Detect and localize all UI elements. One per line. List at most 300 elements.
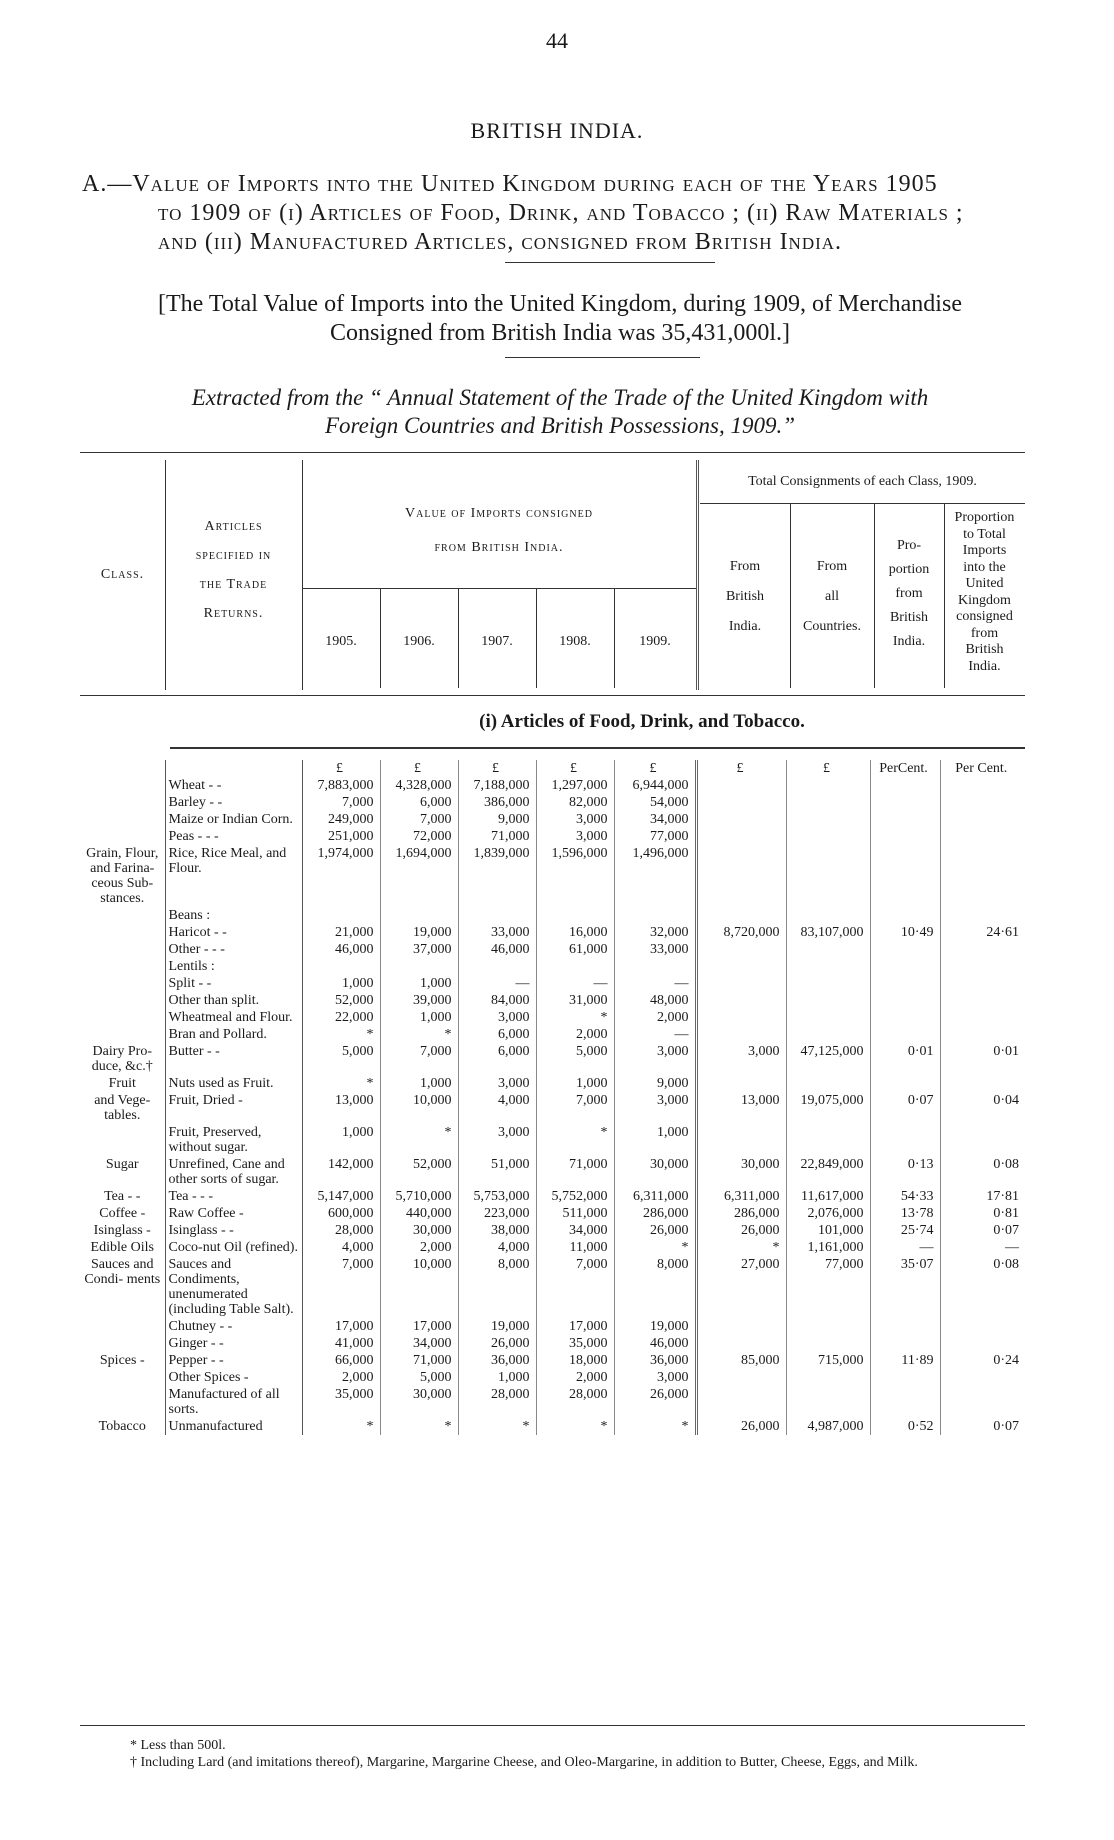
total-from-all-countries xyxy=(786,958,870,975)
value-1908: 18,000 xyxy=(536,1352,614,1369)
article-cell: Other than split. xyxy=(165,992,302,1009)
class-cell: Isinglass - xyxy=(93,1223,151,1238)
class-cell: Tobacco xyxy=(98,1419,146,1434)
col-divider xyxy=(696,460,699,690)
article-cell: Unrefined, Cane and other sorts of sugar. xyxy=(165,1156,302,1188)
proportion-from-british-india: 13·78 xyxy=(870,1205,940,1222)
proportion-from-british-india: 0·01 xyxy=(870,1043,940,1075)
value-1908: 71,000 xyxy=(536,1156,614,1188)
page-number: 44 xyxy=(546,28,568,53)
value-1906: * xyxy=(380,1026,458,1043)
total-from-all-countries: 47,125,000 xyxy=(786,1043,870,1075)
value-1908: 5,752,000 xyxy=(536,1188,614,1205)
table-row xyxy=(80,1075,1025,1092)
value-1906: 39,000 xyxy=(380,992,458,1009)
value-1906: 10,000 xyxy=(380,1092,458,1124)
class-cell xyxy=(80,777,165,794)
total-from-british-india xyxy=(696,1318,786,1335)
header-total-consignments: Total Consignments of each Class, 1909. xyxy=(748,474,977,489)
value-1908: 2,000 xyxy=(536,1026,614,1043)
article-cell: Manufactured of all sorts. xyxy=(165,1386,302,1418)
proportion-from-british-india xyxy=(870,992,940,1009)
value-1907: 26,000 xyxy=(458,1335,536,1352)
unit-label: PerCent. xyxy=(870,760,940,777)
article-cell: Peas - - - xyxy=(165,828,302,845)
table-row xyxy=(80,1092,1025,1124)
total-from-british-india xyxy=(696,1009,786,1026)
total-from-british-india xyxy=(696,941,786,958)
value-1908: 31,000 xyxy=(536,992,614,1009)
table-row xyxy=(80,958,1025,975)
proportion-to-total-imports xyxy=(940,1026,1025,1043)
value-1905: * xyxy=(302,1075,380,1092)
value-1907: 223,000 xyxy=(458,1205,536,1222)
total-from-all-countries xyxy=(786,992,870,1009)
proportion-to-total-imports xyxy=(940,794,1025,811)
proportion-to-total-imports xyxy=(940,992,1025,1009)
table-row xyxy=(80,1318,1025,1335)
value-1905: 251,000 xyxy=(302,828,380,845)
article-cell: Other - - - xyxy=(165,941,302,958)
value-1907: 38,000 xyxy=(458,1222,536,1239)
value-1909: 286,000 xyxy=(614,1205,696,1222)
value-1905: 2,000 xyxy=(302,1369,380,1386)
article-cell: Chutney - - xyxy=(165,1318,302,1335)
proportion-to-total-imports: 17·81 xyxy=(986,1189,1019,1204)
value-1906: 1,000 xyxy=(380,1075,458,1092)
proportion-to-total-imports xyxy=(940,1369,1025,1386)
table-row xyxy=(80,1369,1025,1386)
value-1905: 600,000 xyxy=(302,1205,380,1222)
divider xyxy=(505,262,715,263)
value-1907: 4,000 xyxy=(458,1239,536,1256)
total-from-all-countries xyxy=(786,845,870,907)
value-1905: 1,000 xyxy=(302,975,380,992)
total-line-2: Consigned from British India was 35,431,000l.] xyxy=(330,320,790,346)
value-1908: 2,000 xyxy=(536,1369,614,1386)
value-1907: 8,000 xyxy=(458,1256,536,1318)
value-1905: 17,000 xyxy=(302,1318,380,1335)
table-row xyxy=(80,1256,1025,1318)
class-cell xyxy=(80,1009,165,1026)
value-1907: 3,000 xyxy=(458,1124,536,1156)
class-cell xyxy=(80,811,165,828)
total-from-british-india: 26,000 xyxy=(696,1222,786,1239)
value-1905: 66,000 xyxy=(302,1352,380,1369)
footnote-less-than: * Less than 500l. xyxy=(130,1738,226,1753)
value-1905: 13,000 xyxy=(302,1092,380,1124)
article-cell: Coco-nut Oil (refined). xyxy=(165,1239,302,1256)
value-1905: 21,000 xyxy=(302,924,380,941)
total-from-all-countries: 715,000 xyxy=(786,1352,870,1369)
value-1909: 9,000 xyxy=(614,1075,696,1092)
total-from-all-countries: 22,849,000 xyxy=(786,1156,870,1188)
footnotes xyxy=(100,1737,1030,1771)
total-from-british-india xyxy=(696,794,786,811)
value-1909 xyxy=(614,958,696,975)
proportion-to-total-imports: 24·61 xyxy=(986,925,1019,940)
value-1909: 6,311,000 xyxy=(614,1188,696,1205)
value-1906: * xyxy=(380,1124,458,1156)
total-from-british-india: 13,000 xyxy=(696,1092,786,1124)
value-1908: 11,000 xyxy=(536,1239,614,1256)
totals-rule xyxy=(700,503,1025,504)
value-1908: * xyxy=(536,1124,614,1156)
value-1906: 7,000 xyxy=(380,811,458,828)
total-from-all-countries xyxy=(786,794,870,811)
value-1908: * xyxy=(536,1009,614,1026)
value-1908: 1,297,000 xyxy=(536,777,614,794)
value-1909: 33,000 xyxy=(614,941,696,958)
value-1905: 142,000 xyxy=(302,1156,380,1188)
article-cell: Unmanufactured xyxy=(165,1418,302,1435)
proportion-to-total-imports xyxy=(940,1335,1025,1352)
value-1908: 28,000 xyxy=(536,1386,614,1418)
proportion-to-total-imports xyxy=(940,811,1025,828)
value-1906: 30,000 xyxy=(380,1386,458,1418)
total-from-all-countries xyxy=(786,1386,870,1418)
header-class: Class. xyxy=(100,567,145,582)
header-from-all-countries: From all Countries. xyxy=(803,559,861,634)
source-line-2: Foreign Countries and British Possessions, 1909.” xyxy=(324,413,796,438)
unit-label: £ xyxy=(696,760,786,777)
total-from-british-india xyxy=(696,777,786,794)
value-1905: 1,000 xyxy=(302,1124,380,1156)
header-year-1909: 1909. xyxy=(639,634,671,649)
proportion-to-total-imports xyxy=(940,845,1025,907)
proportion-from-british-india xyxy=(870,907,940,924)
proportion-to-total-imports: 0·24 xyxy=(993,1353,1019,1368)
header-proportion-from-bi: Pro- portion from British India. xyxy=(888,538,930,649)
article-cell: Ginger - - xyxy=(165,1335,302,1352)
article-cell: Split - - xyxy=(165,975,302,992)
total-from-british-india: 85,000 xyxy=(696,1352,786,1369)
table-row xyxy=(80,1418,1025,1435)
table-row xyxy=(80,1239,1025,1256)
total-from-all-countries xyxy=(786,828,870,845)
value-1907: 4,000 xyxy=(458,1092,536,1124)
header-year-1908: 1908. xyxy=(559,634,591,649)
table-bottom-rule xyxy=(80,1725,1025,1726)
value-1908: 3,000 xyxy=(536,811,614,828)
value-1908: 1,596,000 xyxy=(536,845,614,907)
value-1909: 3,000 xyxy=(614,1369,696,1386)
proportion-to-total-imports: 0·07 xyxy=(993,1419,1019,1434)
header-articles: Articles specified in the Trade Returns. xyxy=(195,519,272,621)
value-1905: 41,000 xyxy=(302,1335,380,1352)
value-1905: 7,000 xyxy=(302,794,380,811)
value-1907: 7,188,000 xyxy=(458,777,536,794)
proportion-to-total-imports xyxy=(940,1318,1025,1335)
total-from-all-countries xyxy=(786,1335,870,1352)
value-1909: * xyxy=(614,1239,696,1256)
total-from-british-india: 30,000 xyxy=(696,1156,786,1188)
proportion-to-total-imports xyxy=(940,958,1025,975)
value-1906 xyxy=(380,958,458,975)
value-1905: 5,000 xyxy=(302,1043,380,1075)
value-1907: 36,000 xyxy=(458,1352,536,1369)
value-1907 xyxy=(458,958,536,975)
table-row xyxy=(80,1156,1025,1188)
value-1907: 386,000 xyxy=(458,794,536,811)
proportion-from-british-india xyxy=(870,958,940,975)
table-row xyxy=(80,1026,1025,1043)
table-row xyxy=(80,1009,1025,1026)
value-1906: 19,000 xyxy=(380,924,458,941)
value-1905 xyxy=(302,958,380,975)
class-cell: Spices - xyxy=(99,1353,145,1368)
proportion-to-total-imports: 0·04 xyxy=(993,1093,1019,1108)
total-from-british-india: 286,000 xyxy=(696,1205,786,1222)
proportion-to-total-imports: 0·07 xyxy=(993,1223,1019,1238)
header-from-british-india: From British India. xyxy=(725,559,765,634)
value-1907: — xyxy=(458,975,536,992)
value-1905 xyxy=(302,907,380,924)
total-from-all-countries xyxy=(786,777,870,794)
total-from-all-countries xyxy=(786,1075,870,1092)
value-1909: 1,000 xyxy=(614,1124,696,1156)
value-1906: 10,000 xyxy=(380,1256,458,1318)
col-divider xyxy=(302,460,303,690)
class-cell xyxy=(80,941,165,958)
proportion-to-total-imports xyxy=(940,941,1025,958)
section-title: (i) Articles of Food, Drink, and Tobacco. xyxy=(479,711,805,732)
value-1909: 46,000 xyxy=(614,1335,696,1352)
article-cell: Bran and Pollard. xyxy=(165,1026,302,1043)
value-1905: 46,000 xyxy=(302,941,380,958)
header-top-rule xyxy=(80,452,1025,453)
unit-label: £ xyxy=(614,760,696,777)
headline-line-3: and (iii) Manufactured Articles, consigned from British India. xyxy=(158,229,843,255)
value-1906: 1,000 xyxy=(380,1009,458,1026)
data-rows xyxy=(80,777,1025,1435)
table-row xyxy=(80,1222,1025,1239)
value-1908: 82,000 xyxy=(536,794,614,811)
table-row xyxy=(80,777,1025,794)
class-cell: Fruit xyxy=(108,1076,136,1091)
total-from-british-india: 8,720,000 xyxy=(696,924,786,941)
proportion-from-british-india xyxy=(870,1124,940,1156)
value-1907: 28,000 xyxy=(458,1386,536,1418)
table-row xyxy=(80,1124,1025,1156)
total-from-all-countries xyxy=(786,1026,870,1043)
value-1905: 7,000 xyxy=(302,1256,380,1318)
table-row xyxy=(80,1352,1025,1369)
proportion-to-total-imports xyxy=(940,975,1025,992)
value-1908 xyxy=(536,907,614,924)
value-1906: 4,328,000 xyxy=(380,777,458,794)
total-from-british-india: 6,311,000 xyxy=(696,1188,786,1205)
proportion-to-total-imports xyxy=(940,1075,1025,1092)
imports-table xyxy=(80,760,1025,1435)
article-cell: Pepper - - xyxy=(165,1352,302,1369)
value-1905: 5,147,000 xyxy=(302,1188,380,1205)
article-cell: Lentils : xyxy=(165,958,302,975)
class-cell: Sauces and Condi- ments xyxy=(84,1257,161,1287)
class-cell: Edible Oils xyxy=(90,1240,154,1255)
article-cell: Beans : xyxy=(165,907,302,924)
value-1908: 34,000 xyxy=(536,1222,614,1239)
total-from-all-countries xyxy=(786,811,870,828)
article-cell: Fruit, Preserved, without sugar. xyxy=(165,1124,302,1156)
value-1909: 48,000 xyxy=(614,992,696,1009)
total-from-british-india: 27,000 xyxy=(696,1256,786,1318)
value-1908 xyxy=(536,958,614,975)
proportion-from-british-india xyxy=(870,811,940,828)
table-row xyxy=(80,1335,1025,1352)
header-year-1907: 1907. xyxy=(481,634,513,649)
value-1907: 1,839,000 xyxy=(458,845,536,907)
class-cell xyxy=(80,907,165,924)
value-1909: * xyxy=(614,1418,696,1435)
divider xyxy=(505,357,700,358)
value-1908: 7,000 xyxy=(536,1256,614,1318)
value-1907: * xyxy=(458,1418,536,1435)
unit-label: £ xyxy=(380,760,458,777)
article-cell: Other Spices - xyxy=(165,1369,302,1386)
proportion-to-total-imports: — xyxy=(1005,1240,1019,1255)
value-1905: 35,000 xyxy=(302,1386,380,1418)
article-cell: Wheatmeal and Flour. xyxy=(165,1009,302,1026)
value-1909: 26,000 xyxy=(614,1386,696,1418)
total-from-british-india xyxy=(696,811,786,828)
footnote-dairy: † Including Lard (and imitations thereof), Margarine, Margarine Cheese, and Oleo-Margarine, in addition to Butter, Cheese, Eggs, and Milk. xyxy=(130,1755,918,1770)
article-cell: Butter - - xyxy=(165,1043,302,1075)
value-1909: 2,000 xyxy=(614,1009,696,1026)
value-1905: 52,000 xyxy=(302,992,380,1009)
value-1907: 51,000 xyxy=(458,1156,536,1188)
value-1906: 34,000 xyxy=(380,1335,458,1352)
value-1909: 19,000 xyxy=(614,1318,696,1335)
proportion-from-british-india xyxy=(870,1335,940,1352)
value-1908: 7,000 xyxy=(536,1092,614,1124)
value-1905: 4,000 xyxy=(302,1239,380,1256)
value-1907: 33,000 xyxy=(458,924,536,941)
class-cell xyxy=(80,1386,165,1418)
value-1909: 3,000 xyxy=(614,1092,696,1124)
total-from-all-countries xyxy=(786,1124,870,1156)
total-from-all-countries: 2,076,000 xyxy=(786,1205,870,1222)
total-from-all-countries xyxy=(786,907,870,924)
proportion-from-british-india: 35·07 xyxy=(870,1256,940,1318)
proportion-to-total-imports: 0·08 xyxy=(993,1157,1019,1172)
article-cell: Fruit, Dried - xyxy=(165,1092,302,1124)
article-cell: Barley - - xyxy=(165,794,302,811)
class-cell xyxy=(80,924,165,941)
total-statement xyxy=(90,290,1030,348)
proportion-from-british-india xyxy=(870,1026,940,1043)
value-1905: * xyxy=(302,1418,380,1435)
units-row xyxy=(80,760,1025,777)
value-1909: 54,000 xyxy=(614,794,696,811)
value-1906: 5,000 xyxy=(380,1369,458,1386)
value-1907: 5,753,000 xyxy=(458,1188,536,1205)
class-cell xyxy=(80,1124,165,1156)
value-1909: 1,496,000 xyxy=(614,845,696,907)
table-row xyxy=(80,1043,1025,1075)
value-1908: 17,000 xyxy=(536,1318,614,1335)
table-row xyxy=(80,794,1025,811)
value-1906: 37,000 xyxy=(380,941,458,958)
value-1909: 3,000 xyxy=(614,1043,696,1075)
value-1905: 249,000 xyxy=(302,811,380,828)
value-1908: — xyxy=(536,975,614,992)
value-1907: 84,000 xyxy=(458,992,536,1009)
header-year-1906: 1906. xyxy=(403,634,435,649)
proportion-from-british-india: 11·89 xyxy=(870,1352,940,1369)
value-1906: 5,710,000 xyxy=(380,1188,458,1205)
proportion-from-british-india xyxy=(870,845,940,907)
class-cell xyxy=(80,1335,165,1352)
header-year-1905: 1905. xyxy=(325,634,357,649)
total-from-british-india xyxy=(696,1335,786,1352)
table-row xyxy=(80,975,1025,992)
value-1908: 16,000 xyxy=(536,924,614,941)
article-cell: Tea - - - xyxy=(165,1188,302,1205)
article-cell: Rice, Rice Meal, and Flour. xyxy=(165,845,302,907)
table-row xyxy=(80,811,1025,828)
proportion-from-british-india xyxy=(870,794,940,811)
proportion-from-british-india xyxy=(870,828,940,845)
proportion-to-total-imports xyxy=(940,1009,1025,1026)
value-1908: 1,000 xyxy=(536,1075,614,1092)
total-from-all-countries: 83,107,000 xyxy=(786,924,870,941)
total-from-british-india: * xyxy=(696,1239,786,1256)
value-1909: 34,000 xyxy=(614,811,696,828)
headline xyxy=(82,170,1032,257)
article-cell: Maize or Indian Corn. xyxy=(165,811,302,828)
value-1908: 35,000 xyxy=(536,1335,614,1352)
total-from-british-india xyxy=(696,958,786,975)
class-cell: Sugar xyxy=(105,1157,139,1172)
table-row xyxy=(80,992,1025,1009)
proportion-to-total-imports xyxy=(940,828,1025,845)
class-cell: Grain, Flour, and Farina- ceous Sub- stances. xyxy=(86,846,159,906)
proportion-from-british-india xyxy=(870,777,940,794)
total-from-british-india xyxy=(696,907,786,924)
article-cell: Raw Coffee - xyxy=(165,1205,302,1222)
class-cell xyxy=(80,1369,165,1386)
unit-label: £ xyxy=(786,760,870,777)
total-from-british-india: 3,000 xyxy=(696,1043,786,1075)
value-1908: 61,000 xyxy=(536,941,614,958)
total-from-british-india xyxy=(696,992,786,1009)
value-1906: 440,000 xyxy=(380,1205,458,1222)
proportion-from-british-india: 54·33 xyxy=(870,1188,940,1205)
proportion-from-british-india xyxy=(870,1386,940,1418)
proportion-to-total-imports xyxy=(940,777,1025,794)
value-1907: 19,000 xyxy=(458,1318,536,1335)
proportion-to-total-imports: 0·01 xyxy=(993,1044,1019,1059)
value-1905: 22,000 xyxy=(302,1009,380,1026)
value-1906: 1,694,000 xyxy=(380,845,458,907)
total-from-british-india: 26,000 xyxy=(696,1418,786,1435)
class-cell xyxy=(80,828,165,845)
country-title: BRITISH INDIA. xyxy=(470,118,644,143)
value-1909 xyxy=(614,907,696,924)
proportion-from-british-india: 10·49 xyxy=(870,924,940,941)
value-1905: 28,000 xyxy=(302,1222,380,1239)
proportion-from-british-india: — xyxy=(870,1239,940,1256)
table-row xyxy=(80,1205,1025,1222)
total-from-british-india xyxy=(696,1386,786,1418)
unit-label: Per Cent. xyxy=(955,761,1008,776)
value-1906: * xyxy=(380,1418,458,1435)
value-1905: 7,883,000 xyxy=(302,777,380,794)
table-row xyxy=(80,1188,1025,1205)
total-line-1: [The Total Value of Imports into the United Kingdom, during 1909, of Merchandise xyxy=(158,291,962,317)
value-1909: 8,000 xyxy=(614,1256,696,1318)
